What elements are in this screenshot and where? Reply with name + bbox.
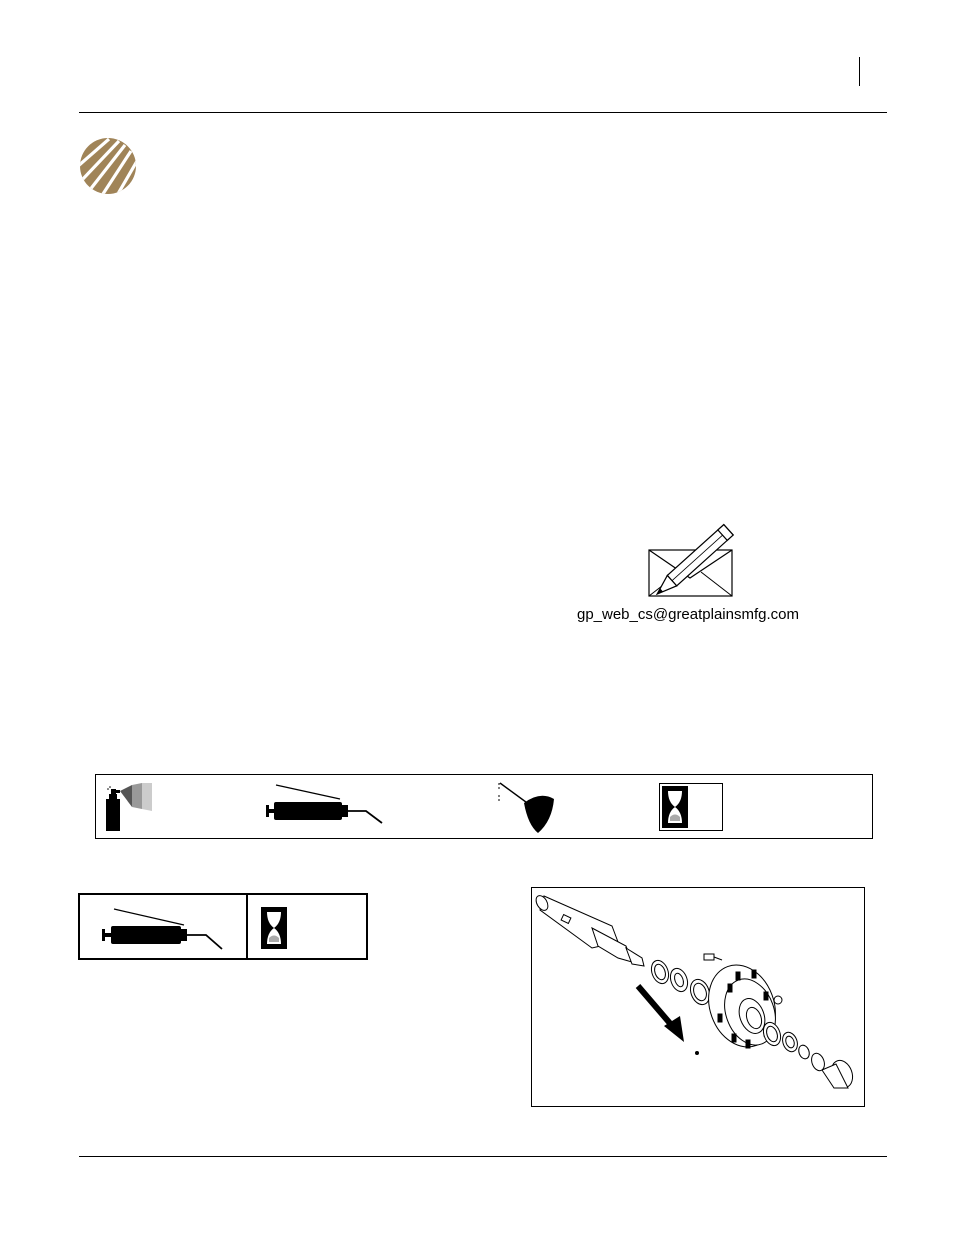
interval-box xyxy=(659,783,723,831)
email-contact xyxy=(560,520,816,630)
lubrication-legend xyxy=(95,774,873,839)
grease-gun-icon xyxy=(264,783,388,827)
wheel-hub-exploded-view-icon xyxy=(532,888,864,1106)
oil-can-icon xyxy=(496,781,560,835)
page-number-mark xyxy=(859,57,860,86)
wheel-hub-figure xyxy=(531,887,865,1107)
great-plains-logo-icon xyxy=(79,137,137,195)
grease-gun-icon xyxy=(100,905,228,953)
hourglass-icon xyxy=(261,907,287,949)
spray-lubricant-icon xyxy=(104,783,156,833)
grease-interval-box xyxy=(78,893,368,960)
header-rule xyxy=(79,112,887,113)
footer-rule xyxy=(79,1156,887,1157)
email-address[interactable]: gp_web_cs@greatplainsmfg.com xyxy=(576,606,799,623)
envelope-pencil-icon xyxy=(640,520,740,610)
hourglass-icon xyxy=(662,786,688,828)
interval-divider xyxy=(246,895,248,958)
